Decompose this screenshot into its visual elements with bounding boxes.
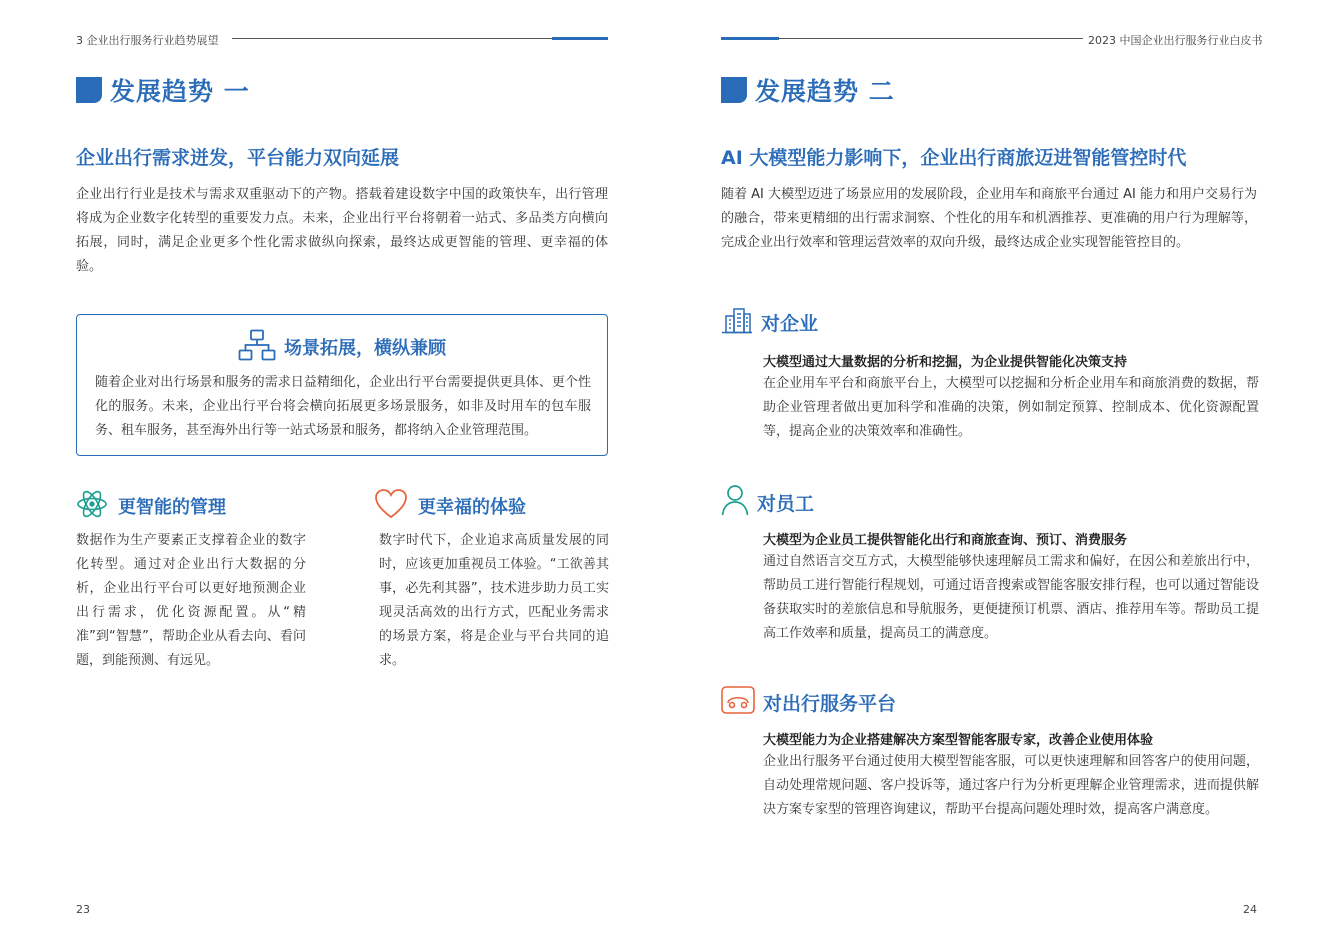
section-title: [76, 72, 250, 108]
subtitle: 企业出行需求迸发，平台能力双向延展: [76, 147, 400, 169]
item-bold-line: 大模型能力为企业搭建解决方案型智能客服专家，改善企业使用体验: [763, 733, 1154, 748]
box-text: 随着企业对出行场景和服务的需求日益精细化，企业出行平台需要提供更具体、更个性化的服务。未来，企业出行平台将会横向拓展更多场景服务，如非及时用车的包车服务、租车服务，甚至海外出行等一站式场景和服务，都将纳入企业管理范围。: [95, 375, 591, 438]
section-marker: [76, 77, 102, 103]
chat-icon: [721, 686, 755, 718]
feature2-text: 数字时代下，企业追求高质量发展的同时，应该更加重视员工体验。“工欲善其事，必先利其器”，技术进步助力员工实现灵活高效的出行方式，匹配业务需求的场景方案，将是企业与平台共同的追求。: [379, 533, 609, 668]
page-number: 24: [1243, 903, 1257, 916]
heart-icon: [374, 488, 408, 524]
feature-happy-experience: [374, 488, 526, 524]
feature1-title: 更智能的管理: [118, 497, 226, 518]
running-head: 3 企业出行服务行业趋势展望: [76, 34, 219, 47]
item-text: 通过自然语言交互方式，大模型能够快速理解员工需求和偏好，在因公和差旅出行中，帮助员工进行智能行程规划，可通过语音搜索或智能客服安排行程，也可以通过智能设备获取实时的差旅信息和导航服务，更便捷预订机票、酒店、推荐用车等。帮助员工提高工作效率和质量，提高员工的满意度。: [763, 554, 1259, 641]
item-bold-line: 大模型为企业员工提供智能化出行和商旅查询、预订、消费服务: [763, 533, 1128, 548]
atom-icon: [76, 488, 108, 524]
feature2-title: 更幸福的体验: [418, 497, 526, 518]
item-title: 对出行服务平台: [763, 692, 897, 715]
box-header: [77, 329, 607, 365]
feature-smart-management: [76, 488, 226, 524]
header-rule: [779, 38, 1083, 39]
item-employee: [721, 484, 814, 520]
item-bold-line: 大模型通过大量数据的分析和挖掘，为企业提供智能化决策支持: [763, 355, 1128, 370]
item-platform: [721, 686, 896, 718]
network-icon: [238, 329, 276, 365]
feature1-text: 数据作为生产要素正支撑着企业的数字化转型。通过对企业出行大数据的分析，企业出行平台可以更好地预测企业出行需求，优化资源配置。从“精准”到“智慧”，帮助企业从看去向、看问题，到能预测、有远见。: [76, 533, 306, 668]
subtitle: AI 大模型能力影响下，企业出行商旅迈进智能管控时代: [721, 147, 1187, 169]
highlight-box: [76, 314, 608, 456]
item-title: 对员工: [757, 492, 815, 515]
intro-paragraph: 随着 AI 大模型迈进了场景应用的发展阶段，企业用车和商旅平台通过 AI 能力和用户交易行为的融合，带来更精细的出行需求洞察、个性化的用车和机酒推荐、更准确的用户行为理解等，完成企业出行效率和管理运营效率的双向升级，最终达成企业实现智能管控目的。: [721, 187, 1257, 250]
header-accent: [552, 37, 608, 40]
running-head: 2023 中国企业出行服务行业白皮书: [1088, 34, 1263, 47]
item-text: 在企业用车平台和商旅平台上，大模型可以挖掘和分析企业用车和商旅消费的数据，帮助企业管理者做出更加科学和准确的决策，例如制定预算、控制成本、优化资源配置等，提高企业的决策效率和准确性。: [763, 376, 1259, 439]
section-title-text: 发展趋势 二: [755, 77, 895, 106]
item-text: 企业出行服务平台通过使用大模型智能客服，可以更快速理解和回答客户的使用问题，自动处理常规问题、客户投诉等，通过客户行为分析更理解企业管理需求，进而提供解决方案专家型的管理咨询建议，帮助平台提高问题处理时效，提高客户满意度。: [763, 754, 1259, 817]
box-title: 场景拓展，横纵兼顾: [284, 338, 446, 359]
section-title-text: 发展趋势 一: [110, 77, 250, 106]
item-enterprise: [721, 306, 818, 338]
page-number: 23: [76, 903, 90, 916]
header-accent: [721, 37, 779, 40]
person-icon: [721, 484, 749, 520]
right-page: [665, 0, 1330, 944]
section-title: [721, 72, 895, 108]
intro-paragraph: 企业出行行业是技术与需求双重驱动下的产物。搭载着建设数字中国的政策快车，出行管理将成为企业数字化转型的重要发力点。未来，企业出行平台将朝着一站式、多品类方向横向拓展，同时，满足企业更多个性化需求做纵向探索，最终达成更智能的管理、更幸福的体验。: [76, 187, 608, 274]
section-marker: [721, 77, 747, 103]
item-title: 对企业: [761, 312, 819, 335]
building-icon: [721, 306, 753, 338]
